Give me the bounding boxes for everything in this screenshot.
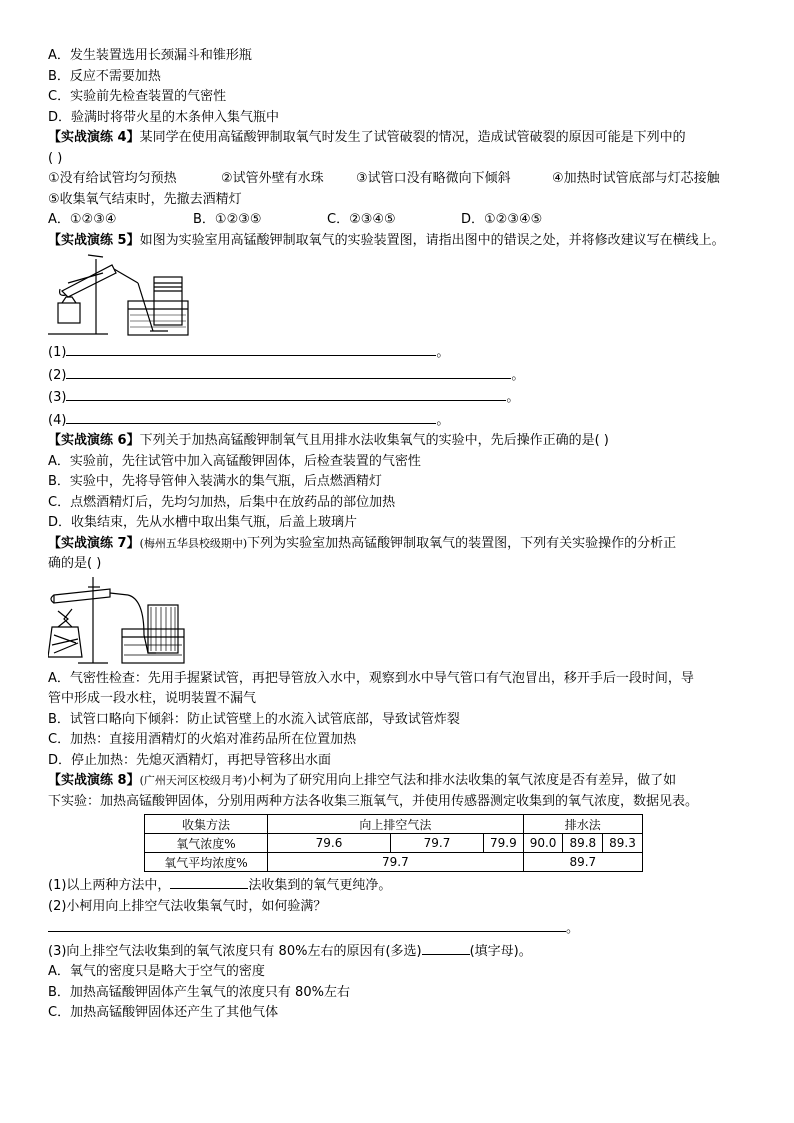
table-cell-avg-up: 79.7 <box>268 853 524 872</box>
q8-option-a: A．氧气的密度只是略大于空气的密度 <box>48 964 265 979</box>
q8-sub1-blank[interactable] <box>170 874 248 889</box>
q5-apparatus-figure <box>48 251 748 341</box>
prev-option-d: D．验满时将带火星的木条伸入集气瓶中 <box>48 109 280 125</box>
q5-blank-3-period: 。 <box>506 390 520 405</box>
q5-stem: 如图为实验室用高锰酸钾制取氧气的实验装置图，请指出图中的错误之处，并将修改建议写在横线上。 <box>139 232 725 248</box>
q5-blank-4-label: (4) <box>48 412 67 428</box>
prev-option-a: A．发生装置选用长颈漏斗和锥形瓶 <box>48 48 252 63</box>
table-header-upward-air: 向上排空气法 <box>268 815 524 834</box>
oxygen-apparatus-diagram-1 <box>48 251 198 339</box>
q7-source: (梅州五华县校级期中) <box>139 536 248 550</box>
q8-stem-2: 下实验：加热高锰酸钾固体，分别用两种方法各收集三瓶氧气，并使用传感器测定收集到的氧气浓度，数据见表。 <box>48 793 699 809</box>
q4-option-c: C．②③④⑤ <box>327 212 396 227</box>
table-cell-up-2: 79.7 <box>391 834 484 853</box>
table-cell-water-1: 90.0 <box>523 834 563 853</box>
prev-option-c: C．实验前先检查装置的气密性 <box>48 89 227 104</box>
q8-sub1-text-b: 法收集到的氧气更纯净。 <box>248 878 392 893</box>
table-row-label-concentration: 氧气浓度% <box>145 834 268 853</box>
table-cell-up-1: 79.6 <box>268 834 391 853</box>
q7-option-b: B．试管口略向下倾斜：防止试管壁上的水流入试管底部，导致试管炸裂 <box>48 711 460 727</box>
q5-blank-1-label: (1) <box>48 345 67 360</box>
q4-stem: 某同学在使用高锰酸钾制取氧气时发生了试管破裂的情况，造成试管破裂的原因可能是下列中的 <box>139 130 686 145</box>
q8-sub3-blank[interactable] <box>422 940 470 955</box>
q4-reason-5: ⑤收集氧气结束时，先撤去酒精灯 <box>48 191 242 207</box>
q6-option-a: A．实验前，先往试管中加入高锰酸钾固体，后检查装置的气密性 <box>48 453 421 469</box>
table-cell-avg-water: 89.7 <box>523 853 642 872</box>
q8-sub2-text: (2)小柯用向上排空气法收集氧气时，如何验满？ <box>48 898 327 914</box>
q5-blank-4[interactable] <box>66 409 436 424</box>
q5-blank-1[interactable] <box>66 341 436 356</box>
table-cell-up-3: 79.9 <box>484 834 524 853</box>
question-5 <box>48 231 748 432</box>
q4-paren: ( ) <box>48 150 63 166</box>
table-cell-water-2: 89.8 <box>563 834 603 853</box>
q5-blank-4-period: 。 <box>436 412 450 428</box>
table-cell-water-3: 89.3 <box>603 834 643 853</box>
q5-label: 【实战演练 5】 <box>48 232 140 248</box>
q4-reason-2: ②试管外壁有水珠 <box>221 171 324 186</box>
q8-option-b: B．加热高锰酸钾固体产生氧气的浓度只有 80%左右 <box>48 984 350 1000</box>
q4-reason-4: ④加热时试管底部与灯芯接触 <box>552 171 720 186</box>
q4-option-b: B．①②③⑤ <box>193 212 262 227</box>
q8-label: 【实战演练 8】 <box>48 773 140 788</box>
q6-stem: 下列关于加热高锰酸钾制氧气且用排水法收集氧气的实验中，先后操作正确的是( ) <box>139 433 609 448</box>
table-header-method: 收集方法 <box>145 815 268 834</box>
question-8 <box>48 771 748 1024</box>
oxygen-concentration-table <box>144 814 643 872</box>
q8-sub2-blank[interactable] <box>48 917 566 932</box>
q7-stem-2: 确的是( ) <box>48 556 102 571</box>
question-6 <box>48 431 748 534</box>
q5-blank-2-label: (2) <box>48 367 67 383</box>
q7-label: 【实战演练 7】 <box>48 535 140 551</box>
q5-blank-3-label: (3) <box>48 390 67 405</box>
q6-option-c: C．点燃酒精灯后，先均匀加热，后集中在放药品的部位加热 <box>48 494 396 510</box>
q7-stem-1: 下列为实验室加热高锰酸钾制取氧气的装置图，下列有关实验操作的分析正 <box>247 535 677 551</box>
q8-stem-1: 小柯为了研究用向上排空气法和排水法收集的氧气浓度是否有差异，做了如 <box>247 773 677 788</box>
q7-option-a-line-1: A．气密性检查：先用手握紧试管，再把导管放入水中，观察到水中导气管口有气泡冒出，移开手后一段时间，导 <box>48 670 694 686</box>
q5-blank-3[interactable] <box>66 386 506 401</box>
question-7 <box>48 534 748 772</box>
q4-option-d: D．①②③④⑤ <box>461 212 543 227</box>
worksheet <box>48 46 748 1024</box>
q4-option-a: A．①②③④ <box>48 212 117 227</box>
q8-sub1-text-a: (1)以上两种方法中， <box>48 878 171 893</box>
prev-question-options <box>48 46 748 128</box>
q7-option-d: D．停止加热：先熄灭酒精灯，再把导管移出水面 <box>48 752 332 768</box>
q8-option-c: C．加热高锰酸钾固体还产生了其他气体 <box>48 1005 279 1020</box>
q7-apparatus-figure <box>48 575 748 669</box>
q4-label: 【实战演练 4】 <box>48 130 140 145</box>
question-4 <box>48 128 748 231</box>
q6-label: 【实战演练 6】 <box>48 433 140 448</box>
q5-blank-2[interactable] <box>66 364 511 379</box>
table-header-water: 排水法 <box>523 815 642 834</box>
q6-option-d: D．收集结束，先从水槽中取出集气瓶，后盖上玻璃片 <box>48 515 358 530</box>
table-row-label-average: 氧气平均浓度% <box>145 853 268 872</box>
q8-source: (广州天河区校级月考) <box>139 774 248 787</box>
q5-blank-1-period: 。 <box>436 345 450 360</box>
q8-sub2-period: 。 <box>566 921 580 936</box>
q4-reason-3: ③试管口没有略微向下倾斜 <box>356 171 511 186</box>
q5-blank-2-period: 。 <box>511 367 525 383</box>
prev-option-b: B．反应不需要加热 <box>48 68 161 84</box>
q7-option-a-line-2: 管中形成一段水柱，说明装置不漏气 <box>48 691 257 706</box>
q8-sub3-text-b: (填字母)。 <box>469 943 532 959</box>
q4-reason-1: ①没有给试管均匀预热 <box>48 171 177 186</box>
q6-option-b: B．实验中，先将导管伸入装满水的集气瓶，后点燃酒精灯 <box>48 474 382 489</box>
oxygen-apparatus-diagram-2 <box>48 575 198 667</box>
q7-option-c: C．加热：直接用酒精灯的火焰对准药品所在位置加热 <box>48 732 357 747</box>
q8-sub3-text-a: (3)向上排空气法收集到的氧气浓度只有 80%左右的原因有(多选) <box>48 943 422 959</box>
